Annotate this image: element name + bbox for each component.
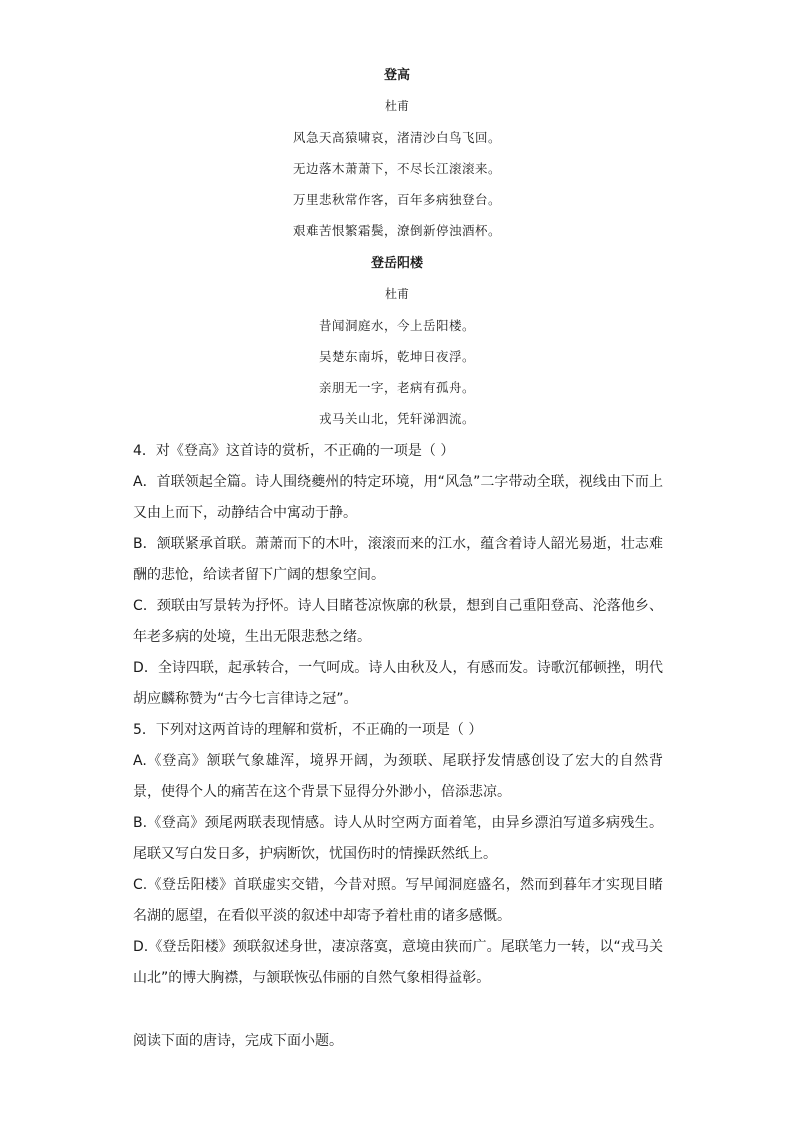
question-5-option-b: B.《登高》颈尾两联表现情感。诗人从时空两方面着笔，由异乡漂泊写道多病残生。尾联又写白发日多，护病断饮，忧国伤时的情操跃然纸上。 <box>133 815 663 862</box>
poem-line: 风急天高猿啸哀，渚清沙白鸟飞回。 <box>292 130 501 145</box>
poem-line: 戎马关山北，凭轩涕泗流。 <box>318 411 475 426</box>
question-4-option-c: C．颈联由写景转为抒怀。诗人目睹苍凉恢廓的秋景，想到自己重阳登高、沦落他乡、年老多病的处境，生出无限悲愁之绪。 <box>133 598 663 645</box>
question-4-option-b: B．颔联紧承首联。萧萧而下的木叶，滚滚而来的江水，蕴含着诗人韶光易逝，壮志难酬的悲怆，给读者留下广阔的想象空间。 <box>133 536 663 583</box>
question-4-option-a: A．首联领起全篇。诗人围绕夔州的特定环境，用“风急”二字带动全联，视线由下而上又由上而下，动静结合中寓动于静。 <box>133 474 663 521</box>
question-5-stem: 5．下列对这两首诗的理解和赏析，不正确的一项是（ ） <box>133 722 483 738</box>
poem-title: 登高 <box>383 68 410 83</box>
poem-line: 万里悲秋常作客，百年多病独登台。 <box>292 192 501 207</box>
poem-line: 吴楚东南坼，乾坤日夜浮。 <box>318 349 475 364</box>
questions-section <box>133 436 663 994</box>
question-5-option-d: D.《登岳阳楼》颈联叙述身世，凄凉落寞，意境由狭而广。尾联笔力一转，以“戎马关山北”的博大胸襟，与颔联恢弘伟丽的自然气象相得益彰。 <box>133 939 663 986</box>
question-5-option-c: C.《登岳阳楼》首联虚实交错，今昔对照。写早闻洞庭盛名，然而到暮年才实现目睹名湖的愿望，在看似平淡的叙述中却寄予着杜甫的诸多感慨。 <box>133 877 663 924</box>
poem-line: 亲朋无一字，老病有孤舟。 <box>318 380 475 395</box>
question-5-option-a: A.《登高》颔联气象雄浑，境界开阔，为颈联、尾联抒发情感创设了宏大的自然背景，使得个人的痛苦在这个背景下显得分外渺小，倍添悲凉。 <box>133 753 663 800</box>
poem-line: 昔闻洞庭水，今上岳阳楼。 <box>318 318 475 333</box>
question-4-option-d: D．全诗四联，起承转合，一气呵成。诗人由秋及人，有感而发。诗歌沉郁顿挫，明代胡应麟称赞为“古今七言律诗之冠”。 <box>133 660 663 707</box>
reading-instruction: 阅读下面的唐诗，完成下面小题。 <box>133 1033 343 1049</box>
question-4-stem: 4．对《登高》这首诗的赏析，不正确的一项是（ ） <box>133 443 455 459</box>
poem-line: 无边落木萧萧下，不尽长江滚滚来。 <box>292 161 501 176</box>
poem-line: 艰难苦恨繁霜鬓，潦倒新停浊酒杯。 <box>292 223 501 238</box>
poem-title: 登岳阳楼 <box>370 256 423 271</box>
poem-dengyueyanglou <box>0 248 794 434</box>
poem-author: 杜甫 <box>384 287 409 301</box>
poem-denggao <box>0 60 794 246</box>
poem-author: 杜甫 <box>384 99 409 113</box>
